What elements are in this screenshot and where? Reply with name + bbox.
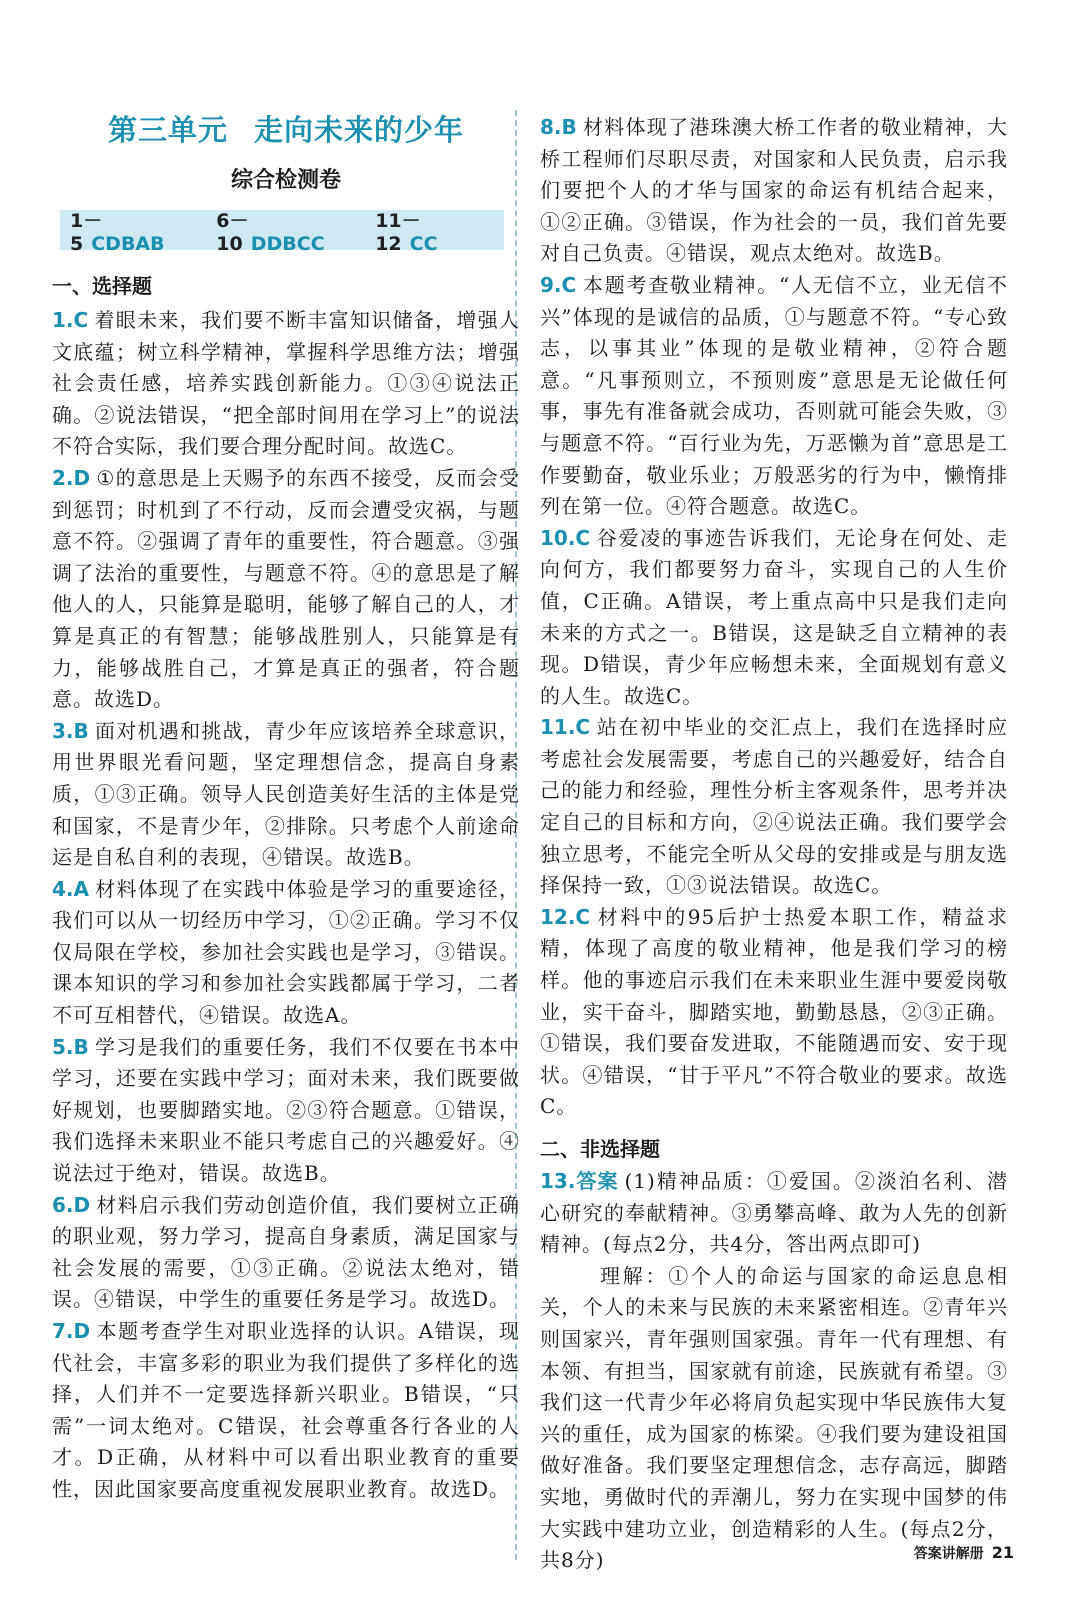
answer-key-group: 6－10 DDBCC bbox=[216, 209, 325, 255]
left-column bbox=[52, 100, 520, 1506]
answer-key-bar bbox=[60, 209, 504, 255]
answer-item: 11.C 站在初中毕业的交汇点上，我们在选择时应考虑社会发展需要，考虑自己的兴趣爱好，结合自己的能力和经验，理性分析主客观条件，思考并决定自己的目标和方向，②④说法正确。我们要学会独立思考，不能完全听从父母的安排或是与朋友选择保持一致，①③说法错误。故选C。 bbox=[540, 715, 1008, 898]
answer-item-13-understanding: 理解：①个人的命运与国家的命运息息相关，个人的未来与民族的未来紧密相连。②青年兴则国家兴，青年强则国家强。青年一代有理想、有本领、有担当，国家就有前途，民族就有希望。③我们这一代青少年必将肩负起实现中华民族伟大复兴的重任，成为国家的栋梁。④我们要为建设祖国做好准备。我们要坚定理想信念，志存高远，脚踏实地，勇做时代的弄潮儿，努力在实现中国梦的伟大实践中建功立业，创造精彩的人生。(每点2分，共8分) bbox=[540, 1263, 1008, 1573]
section-heading-nonchoice: 二、非选择题 bbox=[540, 1137, 660, 1161]
footer-label: 答案讲解册 bbox=[913, 1546, 984, 1562]
page-number: 21 bbox=[991, 1543, 1014, 1562]
test-subtitle: 综合检测卷 bbox=[230, 168, 341, 193]
answer-item: 2.D ①的意思是上天赐予的东西不接受，反而会受到惩罚；时机到了不行动，反而会遭受灾祸，与题意不符。②强调了青年的重要性，符合题意。③强调了法治的重要性，与题意不符。④的意思是了解他人的人，只能算是聪明，能够了解自己的人，才算是真正的有智慧；能够战胜别人，只能算是有力，能够战胜自己，才算是真正的强者，符合题意。故选D。 bbox=[52, 465, 520, 712]
section-heading-choice: 一、选择题 bbox=[52, 274, 152, 298]
answer-item: 7.D 本题考查学生对职业选择的认识。A错误，现代社会，丰富多彩的职业为我们提供了多样化的选择，人们并不一定要选择新兴职业。B错误，“只需”一词太绝对。C错误，社会尊重各行各业的人才。D正确，从材料中可以看出职业教育的重要性，因此国家要高度重视发展职业教育。故选D。 bbox=[52, 1319, 520, 1501]
answer-item: 6.D 材料启示我们劳动创造价值，我们要树立正确的职业观，努力学习，提高自身素质，满足国家与社会发展的需要，①③正确。②说法太绝对，错误。④错误，中学生的重要任务是学习。故选D。 bbox=[52, 1192, 520, 1312]
answer-item: 4.A 材料体现了在实践中体验是学习的重要途径，我们可以从一切经历中学习，①②正确。学习不仅仅局限在学校，参加社会实践也是学习，③错误。课本知识的学习和参加社会实践都属于学习，二者不可互相替代，④错误。故选A。 bbox=[52, 876, 520, 1028]
page-footer bbox=[914, 1543, 1014, 1563]
answer-item: 12.C 材料中的95后护士热爱本职工作，精益求精，体现了高度的敬业精神，他是我们学习的榜样。他的事迹启示我们在未来职业生涯中要爱岗敬业，实干奋斗，脚踏实地，勤勤恳恳，②③正确。①错误，我们要奋发进取，不能随遇而安、安于现状。④错误，“甘于平凡”不符合敬业的要求。故选C。 bbox=[540, 904, 1008, 1119]
answer-item: 3.B 面对机遇和挑战，青少年应该培养全球意识，用世界眼光看问题，坚定理想信念，提高自身素质，①③正确。领导人民创造美好生活的主体是党和国家，不是青少年，②排除。只考虑个人前途命运是自私自利的表现，④错误。故选B。 bbox=[52, 718, 520, 870]
right-column bbox=[540, 112, 1008, 1577]
answer-item: 5.B 学习是我们的重要任务，我们不仅要在书本中学习，还要在实践中学习；面对未来，我们既要做好规划，也要脚踏实地。②③符合题意。①错误，我们选择未来职业不能只考虑自己的兴趣爱好。④说法过于绝对，错误。故选B。 bbox=[52, 1034, 520, 1186]
answer-item: 8.B 材料体现了港珠澳大桥工作者的敬业精神，大桥工程师们尽职尽责，对国家和人民负责，启示我们要把个人的才华与国家的命运有机结合起来，①②正确。③错误，作为社会的一员，我们首先要对自己负责。④错误，观点太绝对。故选B。 bbox=[540, 115, 1008, 266]
answer-key-group: 1－5 CDBAB bbox=[70, 209, 165, 255]
answer-item: 1.C 着眼未来，我们要不断丰富知识储备，增强人文底蕴；树立科学精神，掌握科学思维方法；增强社会责任感，培养实践创新能力。①③④说法正确。②说法错误，“把全部时间用在学习上”的说法不符合实际，我们要合理分配时间。故选C。 bbox=[52, 308, 520, 459]
answer-item: 10.C 谷爱凌的事迹告诉我们，无论身在何处、走向何方，我们都要努力奋斗，实现自己的人生价值，C正确。A错误，考上重点高中只是我们走向未来的方式之一。B错误，这是缺乏自立精神的表现。D错误，青少年应畅想未来，全面规划有意义的人生。故选C。 bbox=[540, 525, 1008, 708]
answer-key-group: 11－12 CC bbox=[375, 209, 438, 255]
answer-item-13: 13.答案 (1)精神品质：①爱国。②淡泊名利、潜心研究的奉献精神。③勇攀高峰、敢为人先的创新精神。(每点2分，共4分，答出两点即可) bbox=[540, 1169, 1008, 1257]
answer-item: 9.C 本题考查敬业精神。“人无信不立，业无信不兴”体现的是诚信的品质，①与题意不符。“专心致志，以事其业”体现的是敬业精神，②符合题意。“凡事预则立，不预则废”意思是无论做任何事，事先有准备就会成功，否则就可能会失败，③与题意不符。“百行业为先，万恶懒为首”意思是工作要勤奋，敬业乐业；万般恶劣的行为中，懒惰排列在第一位。④符合题意。故选C。 bbox=[540, 272, 1008, 519]
unit-title: 第三单元 走向未来的少年 bbox=[107, 113, 465, 147]
